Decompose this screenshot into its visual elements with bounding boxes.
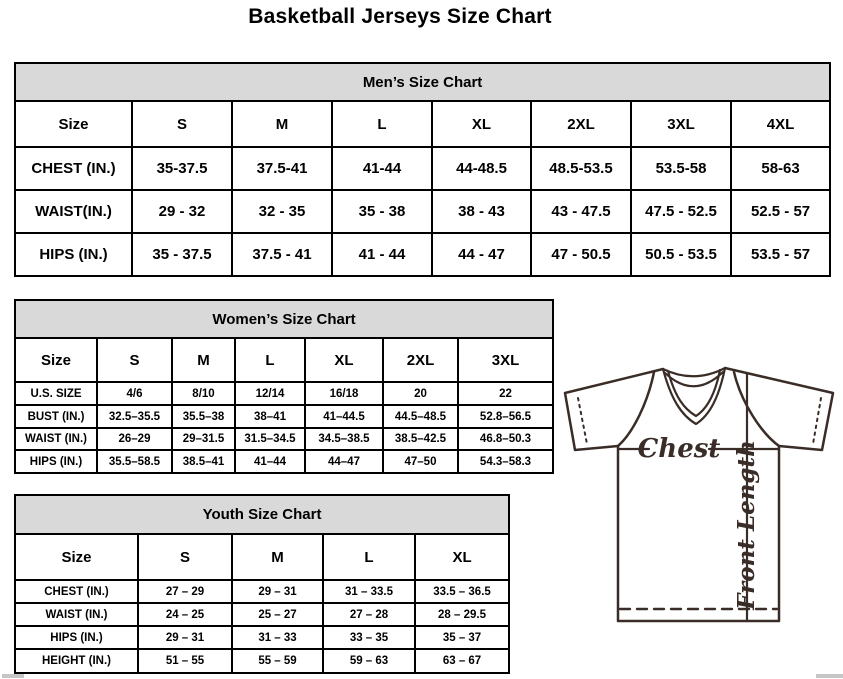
size-value-cell: 35 - 37.5 bbox=[132, 233, 232, 276]
size-value-cell: 59 – 63 bbox=[323, 649, 415, 673]
mens-chart-title: Men’s Size Chart bbox=[15, 63, 830, 101]
size-value-cell: 16/18 bbox=[305, 382, 383, 405]
size-value-cell: 8/10 bbox=[172, 382, 235, 405]
measure-row-label: BUST (IN.) bbox=[15, 405, 97, 428]
size-column-header: M bbox=[172, 338, 235, 382]
measure-row-label: WAIST (IN.) bbox=[15, 603, 138, 626]
jersey-collar bbox=[663, 368, 725, 424]
size-column-header: L bbox=[332, 101, 432, 147]
sleeve-stitch-left-dashed-line bbox=[578, 398, 587, 444]
size-value-cell: 28 – 29.5 bbox=[415, 603, 509, 626]
size-value-cell: 24 – 25 bbox=[138, 603, 232, 626]
size-value-cell: 44-48.5 bbox=[432, 147, 531, 190]
size-value-cell: 48.5-53.5 bbox=[531, 147, 631, 190]
size-value-cell: 47–50 bbox=[383, 450, 458, 473]
measure-row-label: HIPS (IN.) bbox=[15, 450, 97, 473]
size-column-header: 4XL bbox=[731, 101, 830, 147]
size-value-cell: 4/6 bbox=[97, 382, 172, 405]
womens-size-chart-table bbox=[14, 299, 552, 474]
size-column-header: S bbox=[132, 101, 232, 147]
size-value-cell: 29 - 32 bbox=[132, 190, 232, 233]
size-column-header: M bbox=[232, 534, 323, 580]
size-value-cell: 52.5 - 57 bbox=[731, 190, 830, 233]
size-value-cell: 46.8–50.3 bbox=[458, 428, 553, 450]
size-column-header: 3XL bbox=[458, 338, 553, 382]
size-column-header: 2XL bbox=[531, 101, 631, 147]
size-value-cell: 26–29 bbox=[97, 428, 172, 450]
measure-row-label: WAIST (IN.) bbox=[15, 428, 97, 450]
size-value-cell: 50.5 - 53.5 bbox=[631, 233, 731, 276]
chest-label: Chest bbox=[637, 434, 721, 464]
size-value-cell: 29 – 31 bbox=[138, 626, 232, 649]
size-value-cell: 12/14 bbox=[235, 382, 305, 405]
jersey-measurement-diagram bbox=[557, 357, 843, 629]
size-corner-label: Size bbox=[15, 338, 97, 382]
size-value-cell: 35.5–58.5 bbox=[97, 450, 172, 473]
size-value-cell: 38–41 bbox=[235, 405, 305, 428]
size-value-cell: 35 - 38 bbox=[332, 190, 432, 233]
size-value-cell: 41-44 bbox=[332, 147, 432, 190]
horizontal-scrollbar-left-fragment[interactable] bbox=[2, 674, 24, 678]
size-value-cell: 41 - 44 bbox=[332, 233, 432, 276]
size-column-header: XL bbox=[432, 101, 531, 147]
size-value-cell: 27 – 28 bbox=[323, 603, 415, 626]
size-value-cell: 44–47 bbox=[305, 450, 383, 473]
size-column-header: S bbox=[97, 338, 172, 382]
size-value-cell: 54.3–58.3 bbox=[458, 450, 553, 473]
size-column-header: XL bbox=[415, 534, 509, 580]
measure-row-label: U.S. SIZE bbox=[15, 382, 97, 405]
measure-row-label: CHEST (IN.) bbox=[15, 147, 132, 190]
size-value-cell: 51 – 55 bbox=[138, 649, 232, 673]
size-corner-label: Size bbox=[15, 101, 132, 147]
mens-size-chart-table bbox=[14, 62, 829, 277]
size-value-cell: 34.5–38.5 bbox=[305, 428, 383, 450]
size-column-header: XL bbox=[305, 338, 383, 382]
size-value-cell: 53.5 - 57 bbox=[731, 233, 830, 276]
size-value-cell: 29–31.5 bbox=[172, 428, 235, 450]
size-value-cell: 47 - 50.5 bbox=[531, 233, 631, 276]
size-value-cell: 37.5 - 41 bbox=[232, 233, 332, 276]
size-value-cell: 29 – 31 bbox=[232, 580, 323, 603]
size-value-cell: 44.5–48.5 bbox=[383, 405, 458, 428]
size-value-cell: 35-37.5 bbox=[132, 147, 232, 190]
horizontal-scrollbar-right-fragment[interactable] bbox=[816, 674, 843, 678]
measure-row-label: HIPS (IN.) bbox=[15, 233, 132, 276]
womens-chart-title: Women’s Size Chart bbox=[15, 300, 553, 338]
size-value-cell: 31 – 33.5 bbox=[323, 580, 415, 603]
measure-row-label: CHEST (IN.) bbox=[15, 580, 138, 603]
size-value-cell: 25 – 27 bbox=[232, 603, 323, 626]
size-column-header: 2XL bbox=[383, 338, 458, 382]
size-corner-label: Size bbox=[15, 534, 138, 580]
size-value-cell: 38.5–42.5 bbox=[383, 428, 458, 450]
front-length-label: Front Length bbox=[733, 440, 760, 610]
size-value-cell: 27 – 29 bbox=[138, 580, 232, 603]
size-value-cell: 47.5 - 52.5 bbox=[631, 190, 731, 233]
size-value-cell: 32 - 35 bbox=[232, 190, 332, 233]
size-value-cell: 41–44 bbox=[235, 450, 305, 473]
measure-row-label: HEIGHT (IN.) bbox=[15, 649, 138, 673]
size-value-cell: 32.5–35.5 bbox=[97, 405, 172, 428]
size-value-cell: 37.5-41 bbox=[232, 147, 332, 190]
size-value-cell: 53.5-58 bbox=[631, 147, 731, 190]
size-value-cell: 20 bbox=[383, 382, 458, 405]
size-value-cell: 35 – 37 bbox=[415, 626, 509, 649]
size-value-cell: 38.5–41 bbox=[172, 450, 235, 473]
youth-size-chart-table bbox=[14, 494, 508, 674]
size-value-cell: 38 - 43 bbox=[432, 190, 531, 233]
size-value-cell: 31.5–34.5 bbox=[235, 428, 305, 450]
size-value-cell: 31 – 33 bbox=[232, 626, 323, 649]
size-column-header: L bbox=[323, 534, 415, 580]
size-value-cell: 63 – 67 bbox=[415, 649, 509, 673]
size-column-header: M bbox=[232, 101, 332, 147]
size-value-cell: 43 - 47.5 bbox=[531, 190, 631, 233]
size-value-cell: 35.5–38 bbox=[172, 405, 235, 428]
sleeve-stitch-right-dashed-line bbox=[813, 398, 821, 444]
measure-row-label: WAIST(IN.) bbox=[15, 190, 132, 233]
size-value-cell: 44 - 47 bbox=[432, 233, 531, 276]
size-value-cell: 52.8–56.5 bbox=[458, 405, 553, 428]
size-value-cell: 58-63 bbox=[731, 147, 830, 190]
page-title: Basketball Jerseys Size Chart bbox=[248, 5, 552, 28]
size-column-header: L bbox=[235, 338, 305, 382]
size-value-cell: 22 bbox=[458, 382, 553, 405]
jersey-outline bbox=[565, 368, 833, 621]
size-value-cell: 41–44.5 bbox=[305, 405, 383, 428]
size-value-cell: 33 – 35 bbox=[323, 626, 415, 649]
size-value-cell: 55 – 59 bbox=[232, 649, 323, 673]
measure-row-label: HIPS (IN.) bbox=[15, 626, 138, 649]
size-column-header: S bbox=[138, 534, 232, 580]
youth-chart-title: Youth Size Chart bbox=[15, 495, 509, 534]
size-column-header: 3XL bbox=[631, 101, 731, 147]
size-value-cell: 33.5 – 36.5 bbox=[415, 580, 509, 603]
